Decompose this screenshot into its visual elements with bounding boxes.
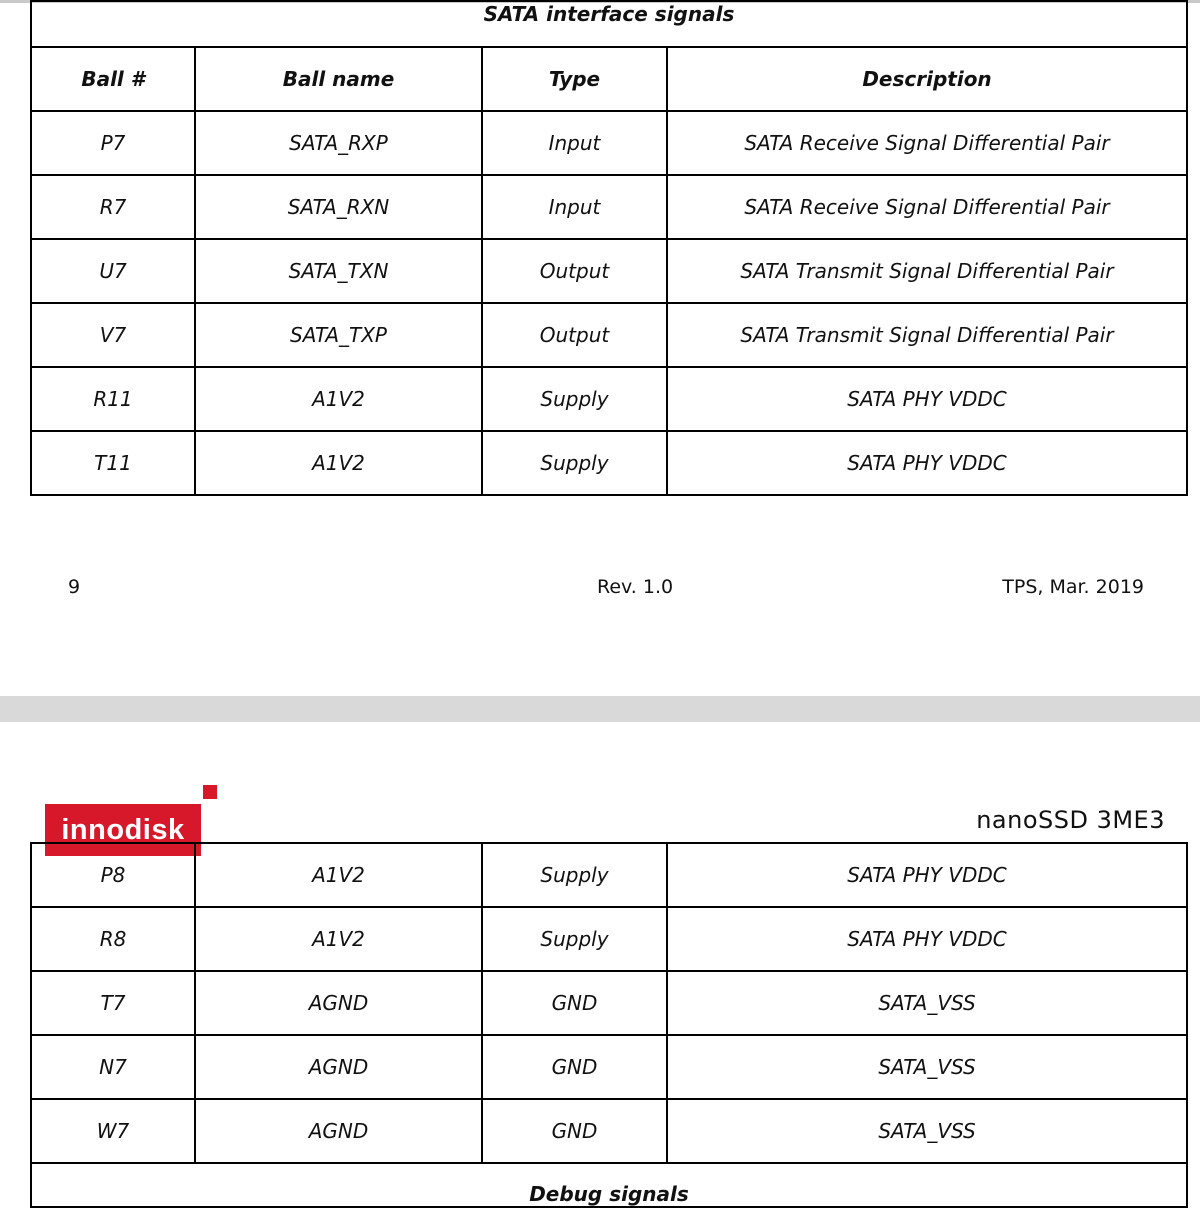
page-separator — [0, 696, 1200, 722]
logo-square-icon — [203, 785, 217, 799]
column-header-type: Type — [482, 47, 667, 111]
description-cell: SATA Transmit Signal Differential Pair — [667, 303, 1187, 367]
product-name: nanoSSD 3ME3 — [976, 806, 1165, 834]
column-header-ball-number: Ball # — [31, 47, 195, 111]
table-row — [31, 1035, 1187, 1099]
innodisk-logo — [45, 764, 220, 846]
description-cell: SATA PHY VDDC — [667, 431, 1187, 495]
ball-name-cell: A1V2 — [195, 367, 482, 431]
description-cell: SATA Transmit Signal Differential Pair — [667, 239, 1187, 303]
ball-number-cell: V7 — [31, 303, 195, 367]
ball-number-cell: T11 — [31, 431, 195, 495]
ball-number-cell: R11 — [31, 367, 195, 431]
ball-number-cell: N7 — [31, 1035, 195, 1099]
table-row — [31, 431, 1187, 495]
table-row — [31, 239, 1187, 303]
ball-number-cell: W7 — [31, 1099, 195, 1163]
description-cell: SATA Receive Signal Differential Pair — [667, 111, 1187, 175]
ball-name-cell: A1V2 — [195, 843, 482, 907]
description-cell: SATA_VSS — [667, 971, 1187, 1035]
type-cell: Input — [482, 111, 667, 175]
footer-date: TPS, Mar. 2019 — [1002, 576, 1144, 598]
type-cell: GND — [482, 1035, 667, 1099]
ball-name-cell: SATA_RXN — [195, 175, 482, 239]
ball-name-cell: SATA_RXP — [195, 111, 482, 175]
ball-number-cell: U7 — [31, 239, 195, 303]
table-caption: SATA interface signals — [31, 1, 1187, 47]
type-cell: Supply — [482, 431, 667, 495]
ball-name-cell: A1V2 — [195, 431, 482, 495]
ball-number-cell: P7 — [31, 111, 195, 175]
table-row — [31, 175, 1187, 239]
description-cell: SATA PHY VDDC — [667, 367, 1187, 431]
table-row — [31, 971, 1187, 1035]
type-cell: Supply — [482, 843, 667, 907]
table-row — [31, 111, 1187, 175]
ball-name-cell: AGND — [195, 1099, 482, 1163]
table-header-row — [31, 47, 1187, 111]
table-row — [31, 843, 1187, 907]
type-cell: GND — [482, 971, 667, 1035]
next-table-caption-row — [31, 1163, 1187, 1207]
description-cell: SATA PHY VDDC — [667, 843, 1187, 907]
type-cell: Supply — [482, 367, 667, 431]
ball-number-cell: P8 — [31, 843, 195, 907]
ball-name-cell: AGND — [195, 971, 482, 1035]
table-row — [31, 1099, 1187, 1163]
type-cell: Supply — [482, 907, 667, 971]
type-cell: GND — [482, 1099, 667, 1163]
table-row — [31, 907, 1187, 971]
table-row — [31, 367, 1187, 431]
next-table-caption: Debug signals — [529, 1182, 689, 1206]
table-caption-row — [31, 1, 1187, 47]
ball-number-cell: T7 — [31, 971, 195, 1035]
ball-name-cell: AGND — [195, 1035, 482, 1099]
ball-number-cell: R8 — [31, 907, 195, 971]
ball-name-cell: SATA_TXN — [195, 239, 482, 303]
description-cell: SATA PHY VDDC — [667, 907, 1187, 971]
ball-name-cell: SATA_TXP — [195, 303, 482, 367]
column-header-description: Description — [667, 47, 1187, 111]
sata-signals-table-continued — [30, 842, 1188, 1208]
type-cell: Output — [482, 239, 667, 303]
footer-revision: Rev. 1.0 — [597, 576, 674, 598]
type-cell: Input — [482, 175, 667, 239]
description-cell: SATA Receive Signal Differential Pair — [667, 175, 1187, 239]
description-cell: SATA_VSS — [667, 1099, 1187, 1163]
table-row — [31, 303, 1187, 367]
column-header-ball-name: Ball name — [195, 47, 482, 111]
type-cell: Output — [482, 303, 667, 367]
description-cell: SATA_VSS — [667, 1035, 1187, 1099]
next-table-caption-cell — [31, 1163, 1187, 1207]
ball-number-cell: R7 — [31, 175, 195, 239]
logo-wordmark: innodisk — [45, 804, 201, 856]
footer-page-number: 9 — [68, 576, 81, 598]
document-page-10 — [0, 722, 1200, 1206]
sata-signals-table — [30, 0, 1188, 496]
ball-name-cell: A1V2 — [195, 907, 482, 971]
